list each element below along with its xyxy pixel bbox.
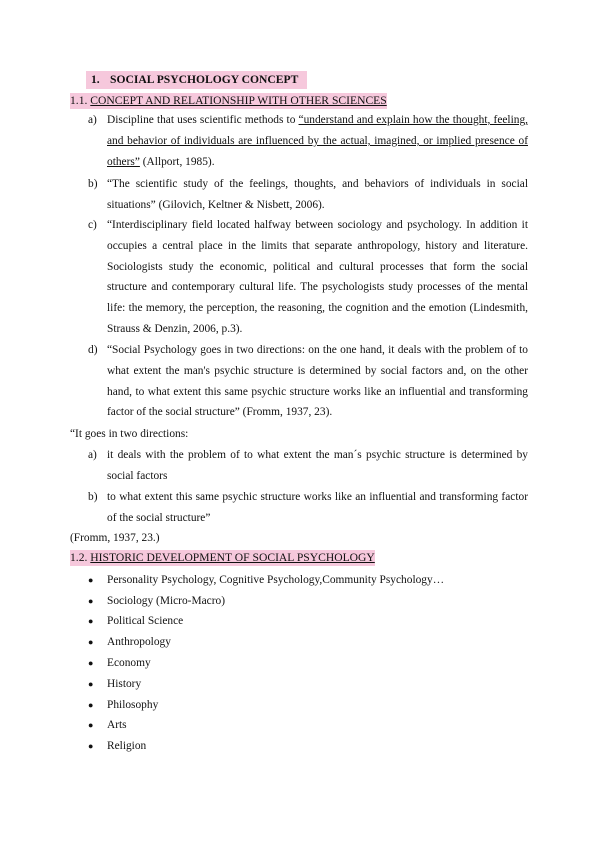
item-marker: d) — [88, 344, 98, 356]
bullet-text: Sociology (Micro-Macro) — [107, 595, 225, 607]
definition-text — [107, 110, 528, 172]
quote-item-a — [88, 445, 528, 487]
bullet-text: History — [107, 678, 142, 690]
main-heading-number: 1. — [91, 73, 100, 86]
definition-item-c — [88, 215, 528, 340]
section-1-2-heading — [70, 550, 375, 566]
section-1-1-number: 1.1. — [70, 94, 88, 107]
bullet-text: Philosophy — [107, 699, 159, 711]
quote-intro: “It goes in two directions: — [70, 428, 189, 440]
bullet-icon: ● — [88, 700, 94, 710]
main-heading-title: SOCIAL PSYCHOLOGY CONCEPT — [110, 73, 299, 86]
section-1-2-number: 1.2. — [70, 551, 88, 564]
bullet-text: Economy — [107, 657, 151, 669]
bullet-icon: ● — [88, 720, 94, 730]
quote-citation: (Fromm, 1937, 23.) — [70, 532, 160, 544]
bullet-text: Personality Psychology, Cognitive Psychology,Community Psychology… — [107, 574, 445, 586]
item-marker: a) — [88, 449, 97, 461]
section-1-1-heading — [70, 93, 387, 109]
item-marker: c) — [88, 219, 97, 231]
bullet-text: Anthropology — [107, 636, 171, 648]
section-1-2-title: HISTORIC DEVELOPMENT OF SOCIAL PSYCHOLOGY — [90, 551, 375, 564]
definition-text: “Interdisciplinary field located halfway between sociology and psychology. In addition it occupies a central place in the limits that separate anthropology, history and literature. Sociologists study the economic, political and cultural processes that form the social structure and contemporary cultural life. The psychologists study processes of the mental life: the memory, the perception, the reasoning, the cognition and the emotion (Lindesmith, Strauss & Denzin, 2006, p.3). — [107, 219, 528, 335]
bullet-icon: ● — [88, 741, 94, 751]
definition-item-d — [88, 340, 528, 423]
quote-item-b — [88, 487, 528, 529]
quote-item-text: to what extent this same psychic structure works like an influential and transforming factor of the social structure” — [107, 491, 528, 524]
bullet-text: Arts — [107, 719, 127, 731]
bullet-icon: ● — [88, 616, 94, 626]
definition-text: “Social Psychology goes in two directions: on the one hand, it deals with the problem of to what extent the man's psychic structure is determined by social factors and, on the other hand, to what extent this same psychic structure works like an influential and transforming factor of the social structure” (Fromm, 1937, 23). — [107, 344, 528, 419]
bullet-icon: ● — [88, 637, 94, 647]
bullet-icon: ● — [88, 596, 94, 606]
definition-text: “The scientific study of the feelings, thoughts, and behaviors of individuals in social situations” (Gilovich, Keltner & Nisbett, 2006). — [107, 178, 528, 211]
bullet-icon: ● — [88, 658, 94, 668]
definition-text-start: Discipline that uses scientific methods to — [107, 114, 299, 126]
bullet-text: Religion — [107, 740, 147, 752]
quote-item-text: it deals with the problem of to what extent the man´s psychic structure is determined by social factors — [107, 449, 528, 482]
main-heading — [86, 71, 307, 89]
section-1-1-title: CONCEPT AND RELATIONSHIP WITH OTHER SCIENCES — [90, 94, 387, 107]
definition-citation: (Allport, 1985). — [139, 155, 215, 168]
item-marker: b) — [88, 491, 98, 503]
bullet-icon: ● — [88, 679, 94, 689]
definition-item-b — [88, 174, 528, 216]
bullet-icon: ● — [88, 575, 94, 585]
definition-item-a — [88, 110, 528, 172]
bullet-text: Political Science — [107, 615, 184, 627]
item-marker: a) — [88, 114, 97, 126]
definition-quote-underlined: “understand and explain how the thought, feeling, and behavior of individuals are influenced by the actual, imagined, or implied presence of others” — [107, 114, 528, 168]
item-marker: b) — [88, 178, 98, 190]
